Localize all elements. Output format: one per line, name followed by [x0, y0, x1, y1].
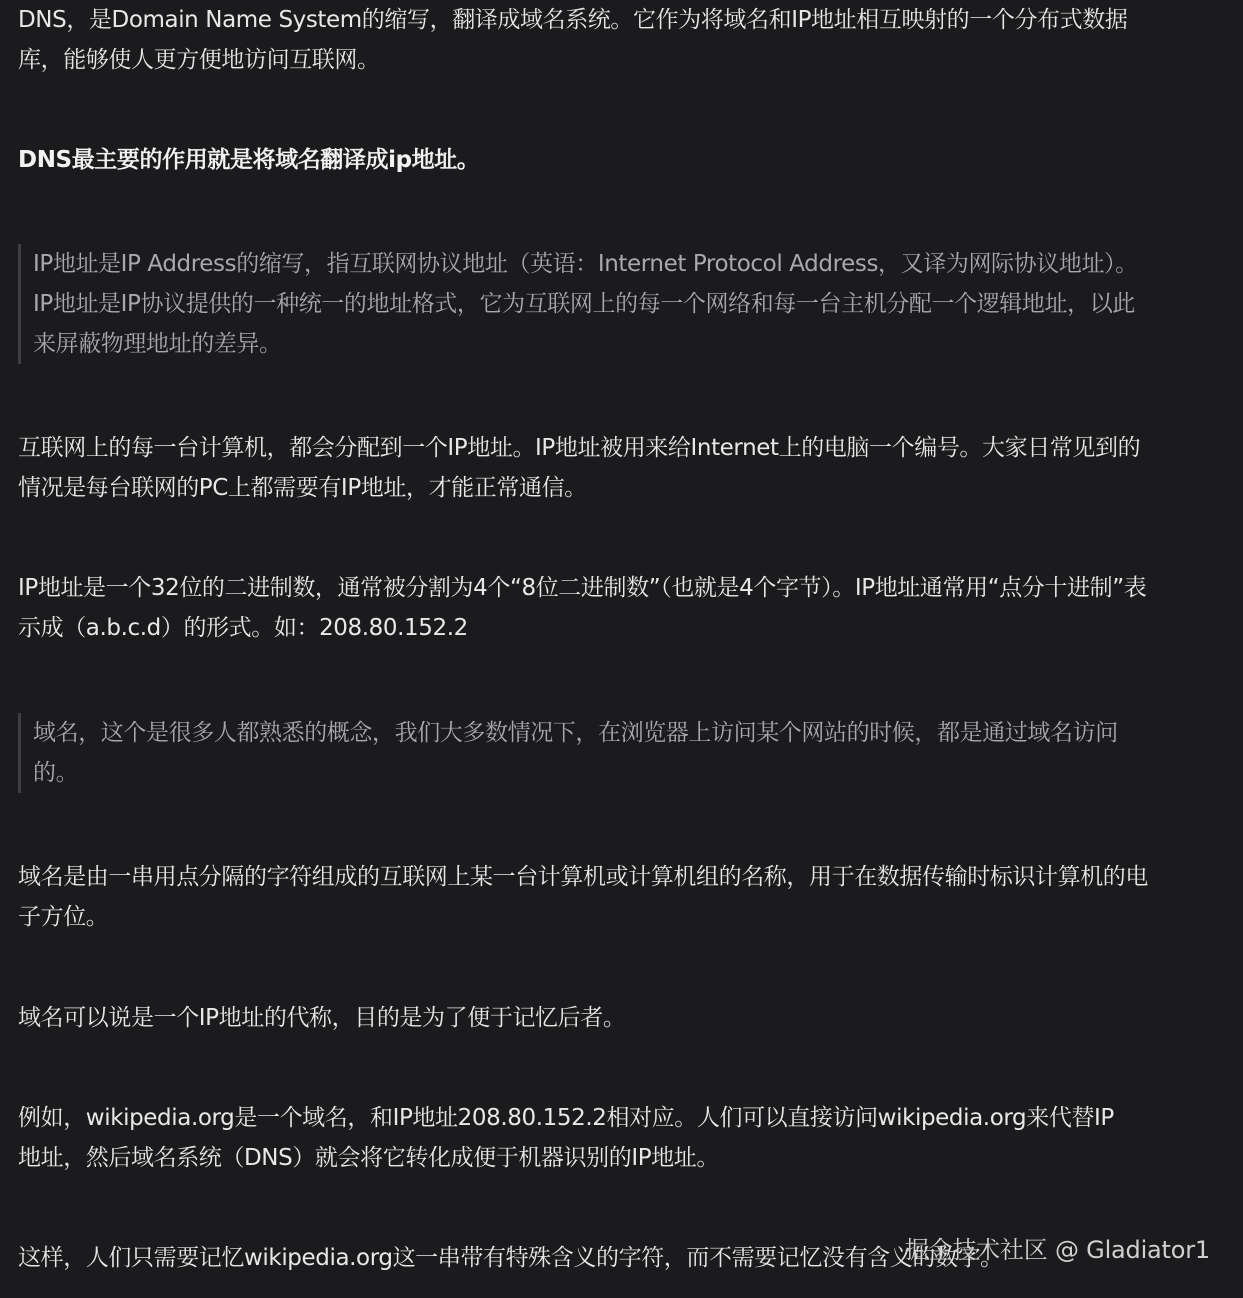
paragraph-dns-main-purpose: DNS最主要的作用就是将域名翻译成ip地址。	[18, 147, 480, 173]
paragraph-domain-definition: 域名是由一串用点分隔的字符组成的互联网上某一台计算机或计算机组的名称，用于在数据传输时标识计算机的电子方位。	[18, 864, 1149, 930]
watermark-juejin: 掘金技术社区 @ Gladiator1	[904, 1236, 1210, 1264]
paragraph-ip-format: IP地址是一个32位的二进制数，通常被分割为4个“8位二进制数”（也就是4个字节）。IP地址通常用“点分十进制”表示成（a.b.c.d）的形式。如：208.80.152.2	[18, 575, 1147, 641]
paragraph-dns-definition: DNS，是Domain Name System的缩写，翻译成域名系统。它作为将域名和IP地址相互映射的一个分布式数据库，能够使人更方便地访问互联网。	[18, 7, 1128, 73]
paragraph-memorize-conclusion: 这样，人们只需要记忆wikipedia.org这一串带有特殊含义的字符，而不需要记忆没有含义的数字。	[18, 1245, 1003, 1271]
blockquote-ip-address: IP地址是IP Address的缩写，指互联网协议地址（英语：Internet Protocol Address，又译为网际协议地址）。IP地址是IP协议提供的一种统一的地址格式，它为互联网上的每一个网络和每一台主机分配一个逻辑地址，以此来屏蔽物理地址的差异。	[18, 244, 1148, 364]
paragraph-ip-per-computer: 互联网上的每一台计算机，都会分配到一个IP地址。IP地址被用来给Internet上的电脑一个编号。大家日常见到的情况是每台联网的PC上都需要有IP地址，才能正常通信。	[18, 435, 1141, 501]
paragraph-wikipedia-example: 例如，wikipedia.org是一个域名，和IP地址208.80.152.2相对应。人们可以直接访问wikipedia.org来代替IP地址，然后域名系统（DNS）就会将它转化成便于机器识别的IP地址。	[18, 1105, 1114, 1171]
blockquote-domain-name: 域名，这个是很多人都熟悉的概念，我们大多数情况下，在浏览器上访问某个网站的时候，都是通过域名访问的。	[18, 713, 1128, 793]
paragraph-domain-alias: 域名可以说是一个IP地址的代称，目的是为了便于记忆后者。	[18, 1005, 626, 1031]
